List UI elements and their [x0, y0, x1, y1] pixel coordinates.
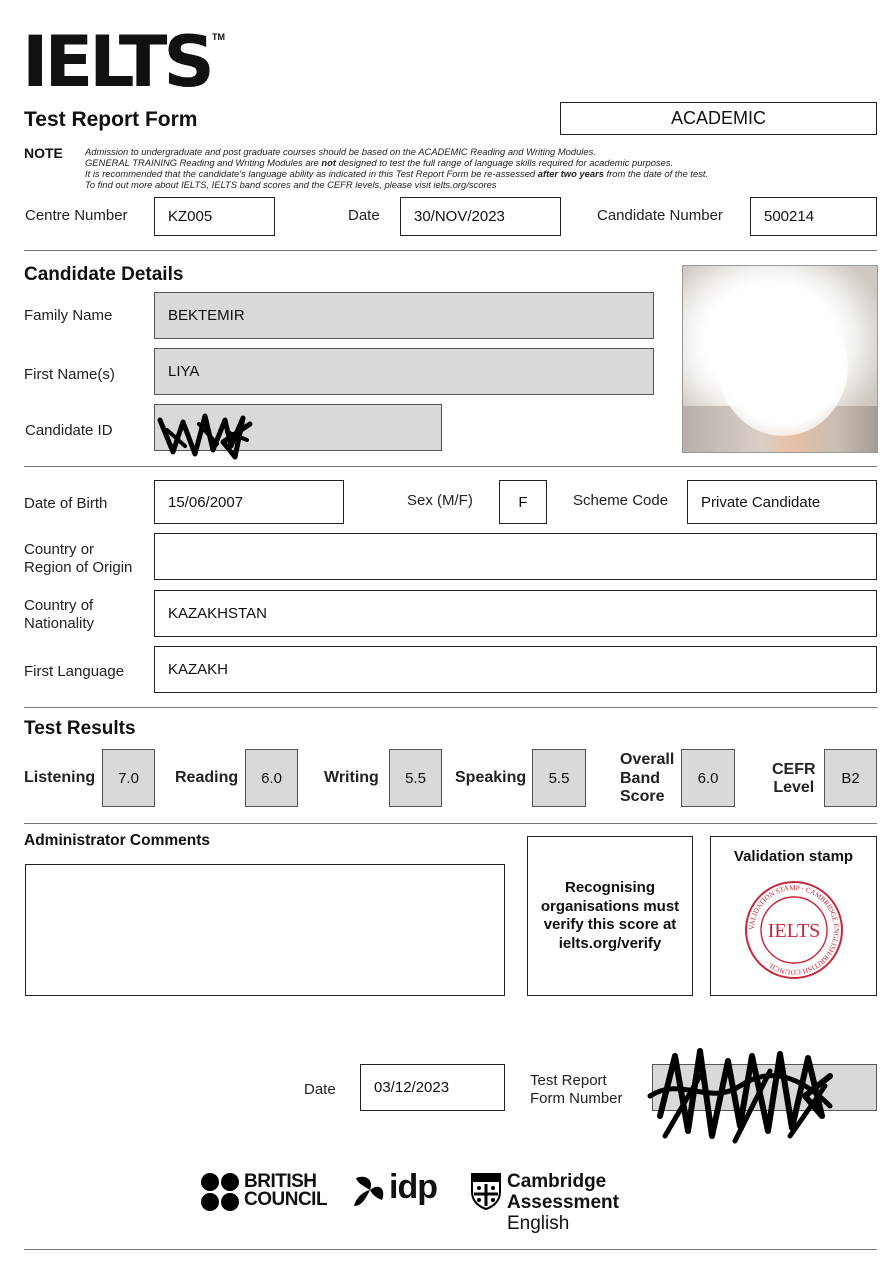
trf-label-line: Form Number	[530, 1090, 623, 1107]
stamp-ring-text: VALIDATION STAMP · CAMBRIDGE ENGLISH/BRITISH COUNCIL ·	[747, 883, 841, 977]
note-text	[85, 146, 880, 190]
note-line: To find out more about IELTS, IELTS band scores and the CEFR levels, please visit ielts.org/scores	[85, 179, 497, 190]
administrator-comments-heading: Administrator Comments	[24, 832, 211, 849]
british-council-text: COUNCIL	[244, 1189, 328, 1210]
nationality-field: KAZAKHSTAN	[154, 590, 877, 637]
british-council-dots-icon	[200, 1172, 240, 1212]
dob-field: 15/06/2007	[154, 480, 344, 524]
reading-label: Reading	[175, 769, 239, 786]
overall-label-line: Overall	[620, 751, 675, 768]
first-name-field: LIYA	[154, 348, 654, 395]
listening-score: 7.0	[102, 749, 155, 807]
listening-label: Listening	[24, 769, 96, 786]
speaking-score: 5.5	[532, 749, 586, 807]
origin-label-line: Region of Origin	[24, 559, 133, 576]
issue-date-field: 03/12/2023	[360, 1064, 505, 1111]
trademark-mark: TM	[212, 32, 225, 42]
cambridge-logo	[470, 1171, 710, 1234]
cefr-level-score: B2	[824, 749, 877, 807]
note-label: NOTE	[24, 145, 63, 161]
test-date-field: 30/NOV/2023	[400, 197, 561, 236]
idp-text: idp	[389, 1168, 437, 1206]
reading-score: 6.0	[245, 749, 298, 807]
speaking-label: Speaking	[455, 769, 527, 786]
idp-logo	[352, 1168, 447, 1214]
validation-stamp-seal	[743, 879, 845, 981]
form-title: Test Report Form	[24, 108, 198, 131]
writing-label: Writing	[324, 769, 379, 786]
trf-label-line: Test Report	[530, 1072, 607, 1089]
cefr-label-line: Level	[773, 779, 815, 796]
sex-field: F	[499, 480, 547, 524]
test-date-label: Date	[348, 207, 380, 224]
overall-band-score: 6.0	[681, 749, 735, 807]
nationality-label-line: Country of	[24, 597, 94, 614]
overall-label-line: Band	[620, 769, 660, 787]
writing-score: 5.5	[389, 749, 442, 807]
candidate-number-field: 500214	[750, 197, 877, 236]
centre-number-field: KZ005	[154, 197, 275, 236]
test-results-heading: Test Results	[24, 718, 136, 739]
cambridge-text: English	[507, 1213, 570, 1234]
validation-stamp-heading: Validation stamp	[733, 848, 854, 865]
sex-label: Sex (M/F)	[407, 492, 473, 509]
verify-line: verify this score at	[543, 916, 677, 933]
overall-band-label	[620, 751, 674, 807]
cambridge-text: Cambridge Assessment	[507, 1171, 619, 1213]
divider	[24, 823, 877, 824]
divider	[24, 466, 877, 467]
candidate-details-heading: Candidate Details	[24, 264, 184, 285]
note-line: Admission to undergraduate and post graduate courses should be based on the ACADEMIC Reading and Writing Modules.	[85, 146, 596, 157]
verify-notice-box	[527, 836, 693, 996]
stamp-center-text: IELTS	[767, 920, 821, 942]
verify-line: organisations must	[540, 897, 680, 915]
redaction-scribble	[640, 1036, 840, 1146]
first-name-label: First Name(s)	[24, 366, 115, 383]
nationality-label	[24, 597, 94, 633]
trf-number-label	[530, 1072, 623, 1108]
scheme-code-field: Private Candidate	[687, 480, 877, 524]
origin-field	[154, 533, 877, 580]
origin-label-line: Country or	[24, 541, 95, 558]
validation-stamp-box	[710, 836, 877, 996]
cefr-label-line: CEFR	[772, 761, 816, 778]
dob-label: Date of Birth	[24, 495, 108, 512]
british-council-text: BRITISH	[244, 1171, 317, 1192]
nationality-label-line: Nationality	[24, 615, 95, 632]
candidate-number-label: Candidate Number	[597, 207, 723, 224]
family-name-label: Family Name	[24, 307, 113, 324]
candidate-id-label: Candidate ID	[25, 422, 113, 439]
origin-label	[24, 541, 132, 577]
cefr-level-label	[772, 761, 816, 797]
issue-date-label: Date	[304, 1081, 336, 1098]
divider	[24, 707, 877, 708]
cambridge-shield-icon	[470, 1172, 502, 1210]
first-language-label: First Language	[24, 663, 125, 680]
overall-label-line: Score	[620, 788, 665, 805]
divider	[24, 1249, 877, 1250]
candidate-photo	[682, 265, 878, 453]
photo-blur	[718, 296, 848, 436]
family-name-field: BEKTEMIR	[154, 292, 654, 339]
note-line: GENERAL TRAINING Reading and Writing Modules are not designed to test the full range of language skills required for academic purposes.	[85, 157, 674, 168]
ielts-logo: IELTS	[22, 21, 211, 103]
scheme-code-label: Scheme Code	[573, 492, 669, 509]
redaction-scribble	[155, 402, 260, 464]
note-line: It is recommended that the candidate's language ability as indicated in this Test Report Form be re-assessed after two years from the date of the test.	[85, 168, 709, 179]
british-council-logo	[200, 1172, 330, 1212]
divider	[24, 250, 877, 251]
first-language-field: KAZAKH	[154, 646, 877, 693]
verify-line: ielts.org/verify	[558, 934, 662, 952]
idp-mark-icon	[352, 1172, 388, 1210]
administrator-comments-box	[25, 864, 505, 996]
module-box: ACADEMIC	[560, 102, 877, 135]
centre-number-label: Centre Number	[25, 207, 128, 224]
verify-line: Recognising	[564, 879, 655, 896]
